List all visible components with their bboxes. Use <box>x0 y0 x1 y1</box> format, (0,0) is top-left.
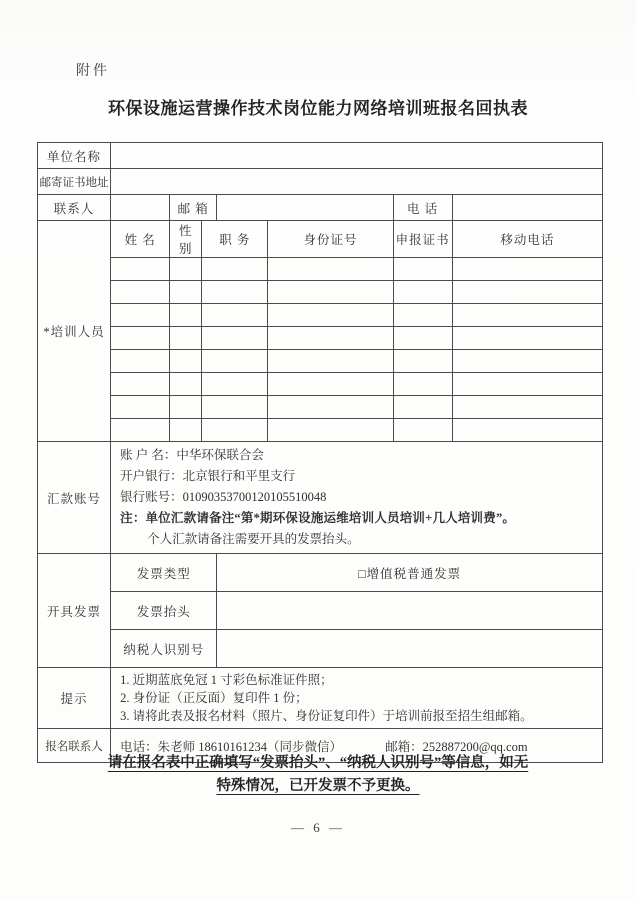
tip-item: 3. 请将此表及报名材料（照片、身份证复印件）于培训前报至招生组邮箱。 <box>120 709 533 723</box>
taxpayer-id-label: 纳税人识别号 <box>111 630 217 668</box>
invoice-label: 开具发票 <box>38 554 111 668</box>
contact-person-field <box>111 195 170 221</box>
contact-person-row <box>38 195 603 221</box>
invoice-title-field <box>217 592 603 630</box>
trainee-col-certificate: 申报证书 <box>393 221 452 258</box>
mailing-address-field <box>111 169 603 195</box>
trainee-col-position: 职 务 <box>202 221 268 258</box>
invoice-title-row <box>38 592 603 630</box>
trainee-row <box>38 350 603 373</box>
trainee-col-id-number: 身份证号 <box>268 221 393 258</box>
tips-row <box>38 668 603 729</box>
trainee-row <box>38 419 603 442</box>
remittance-bank: 开户银行：北京银行和平里支行 <box>120 469 296 483</box>
remittance-note-line1: 注：单位汇款请备注“第*期环保设施运维培训人员培训+几人培训费”。 <box>120 511 516 525</box>
invoice-type-row <box>38 554 603 592</box>
remittance-label: 汇款账号 <box>38 442 111 554</box>
mailing-address-label: 邮寄证书地址 <box>38 169 111 195</box>
trainee-row <box>38 373 603 396</box>
unit-name-row <box>38 143 603 169</box>
email-field <box>217 195 393 221</box>
tip-item: 2. 身份证（正反面）复印件 1 份； <box>120 691 308 705</box>
taxpayer-id-field <box>217 630 603 668</box>
trainee-row <box>38 396 603 419</box>
phone-field <box>452 195 602 221</box>
invoice-title-label: 发票抬头 <box>111 592 217 630</box>
trainee-row <box>38 327 603 350</box>
trainee-row <box>38 258 603 281</box>
page-number: — 6 — <box>291 820 345 835</box>
footer-note-line1: 请在报名表中正确填写“发票抬头”、“纳税人识别号”等信息，如无 <box>107 755 529 771</box>
remittance-row <box>38 442 603 554</box>
registration-form-table <box>37 142 603 763</box>
trainee-col-mobile: 移动电话 <box>452 221 602 258</box>
remittance-note-line2: 个人汇款请备注需要开具的发票抬头。 <box>147 532 360 546</box>
trainee-header-row <box>38 221 603 258</box>
email-label: 邮 箱 <box>170 195 217 221</box>
unit-name-label: 单位名称 <box>38 143 111 169</box>
tips-content <box>111 668 603 729</box>
page-title: 环保设施运营操作技术岗位能力网络培训班报名回执表 <box>108 99 528 118</box>
tips-label: 提示 <box>38 668 111 729</box>
mailing-address-row <box>38 169 603 195</box>
trainee-row <box>38 281 603 304</box>
attachment-label: 附件 <box>76 64 110 79</box>
registration-contact-phone: 电话：朱老师 18610161234（同步微信） <box>120 739 343 754</box>
trainee-row <box>38 304 603 327</box>
tip-item: 1. 近期蓝底免冠 1 寸彩色标准证件照； <box>120 673 333 687</box>
phone-label: 电 话 <box>393 195 452 221</box>
invoice-type-checkbox-option: □增值税普通发票 <box>217 554 603 592</box>
trainees-label: *培训人员 <box>38 221 111 442</box>
trainee-col-name: 姓 名 <box>111 221 170 258</box>
remittance-account-name: 账 户 名：中华环保联合会 <box>120 448 264 462</box>
registration-contact-email: 邮箱：252887200@qq.com <box>385 739 528 754</box>
trainee-col-gender: 性 别 <box>170 221 202 258</box>
footer-note-line2: 特殊情况，已开发票不予更换。 <box>216 778 420 794</box>
remittance-account-number: 银行账号：01090353700120105510048 <box>120 490 327 504</box>
unit-name-field <box>111 143 603 169</box>
taxpayer-id-row <box>38 630 603 668</box>
registration-contact-label: 报名联系人 <box>38 729 111 763</box>
invoice-type-label: 发票类型 <box>111 554 217 592</box>
remittance-details <box>111 442 603 554</box>
contact-person-label: 联系人 <box>38 195 111 221</box>
footer-note <box>0 752 636 798</box>
